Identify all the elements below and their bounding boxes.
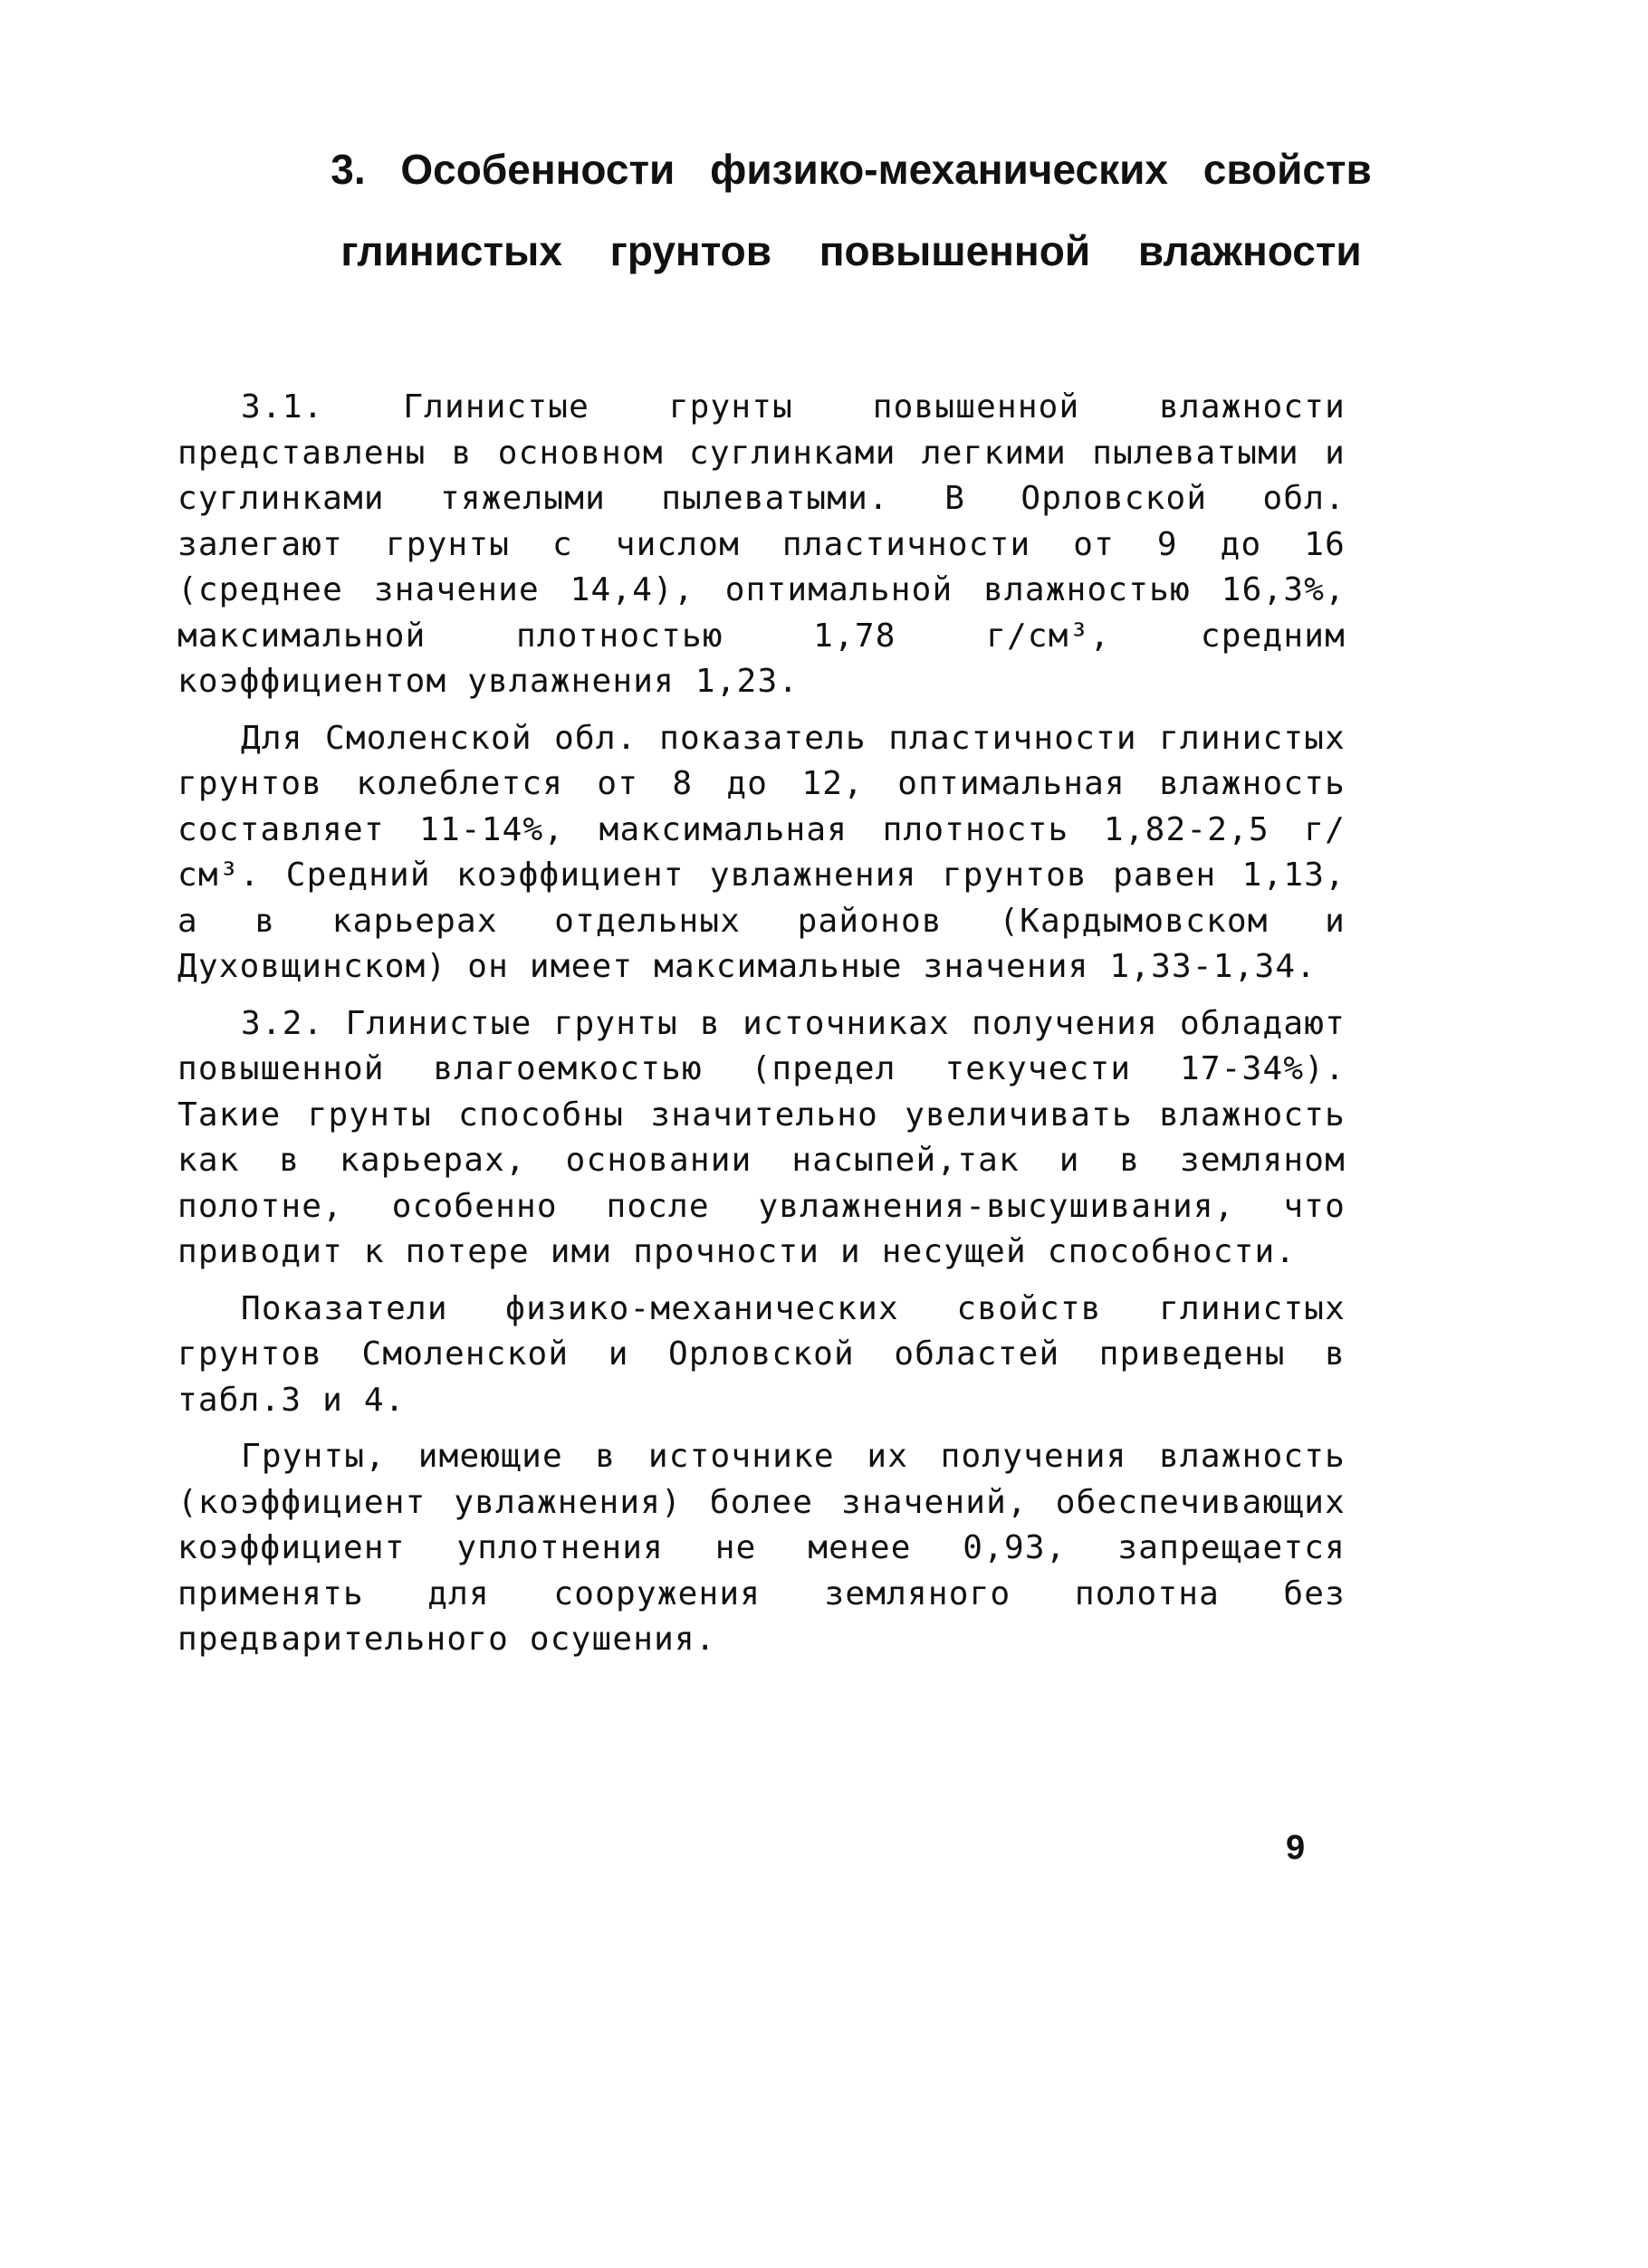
- body-text: [177, 385, 1346, 1674]
- section-title: [0, 145, 1648, 275]
- section-title-line-1: 3. Особенности физико-механических свойств: [331, 146, 1372, 193]
- section-title-line-2: глинистых грунтов повышенной влажности: [340, 227, 1362, 274]
- paragraph-prohibition: Грунты, имеющие в источнике их получения влажность (коэффициент увлажнения) более значений, обеспечивающих коэффициент уплотнения не менее 0,93, запрещается применять для сооружения земляного полотна без предварительного осушения.: [177, 1438, 1346, 1658]
- paragraph-3-2: 3.2. Глинистые грунты в источниках получения обладают повышенной влагоемкостью (предел текучести 17-34%). Такие грунты способны значительно увеличивать влажность как в карьерах, основании насыпей,так и в земляном полотне, особенно после увлажнения-высушивания, что приводит к потере ими прочности и несущей способности.: [177, 1004, 1346, 1270]
- paragraph-tables-reference: Показатели физико-механических свойств глинистых грунтов Смоленской и Орловской областей приведены в табл.3 и 4.: [177, 1289, 1346, 1419]
- page-number: 9: [1286, 1829, 1306, 1867]
- paragraph-3-1: 3.1. Глинистые грунты повышенной влажности представлены в основном суглинками легкими пылеватыми и суглинками тяжелыми пылеватыми. В Орловской обл. залегают грунты с числом пластичности от 9 до 16 (среднее значение 14,4), оптимальной влажностью 16,3%, максимальной плотностью 1,78 г/см³, средним коэффициентом увлажнения 1,23.: [177, 388, 1346, 700]
- paragraph-smolensk: Для Смоленской обл. показатель пластичности глинистых грунтов колеблется от 8 до 12, оптимальная влажность составляет 11-14%, максимальная плотность 1,82-2,5 г/см³. Средний коэффициент увлажнения грунтов равен 1,13, а в карьерах отдельных районов (Кардымовском и Духовщинском) он имеет максимальные значения 1,33-1,34.: [177, 719, 1346, 985]
